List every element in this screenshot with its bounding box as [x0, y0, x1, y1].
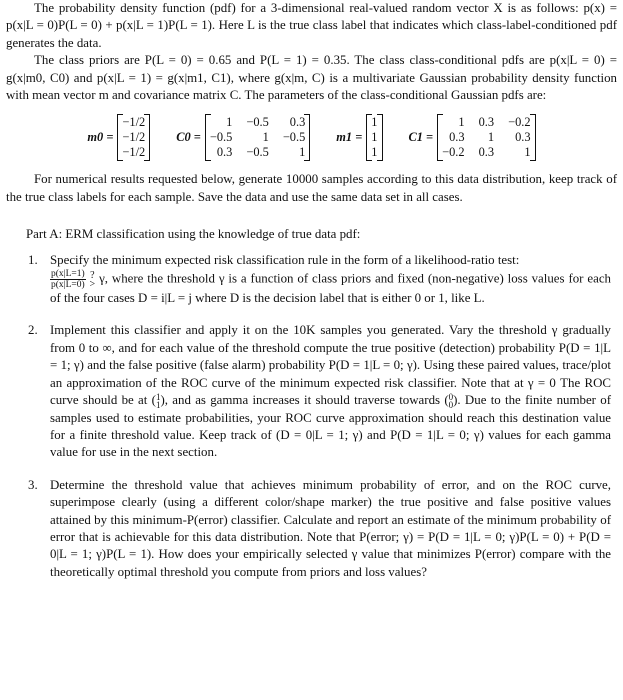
intro-paragraph-2: The class priors are P(L = 0) = 0.65 and P(L = 1) = 0.35. The class class-conditional pdfs are p(x|L = 0) = g(x|m0, C0) and p(x|L = 1) = g(x|m1, C1), where g(x|m, C) is a multivariate Gaussian probability density function with mean vector m and covariance matrix C. The parameters of the class-conditional Gaussian pdfs are:	[6, 53, 617, 103]
intro-paragraph-1: The probability density function (pdf) for a 3-dimensional real-valued random vector X is as follows: p(x) = p(x|L = 0)P(L = 0) + p(x|L = 1)P(L = 1). Here L is the true class label that indicates which class-label-conditioned pdf generates the data.	[6, 1, 617, 50]
part-a-heading: Part A: ERM classification using the knowledge of true data pdf:	[26, 227, 361, 242]
m1-entry: 1	[371, 130, 378, 145]
m1-block	[336, 114, 382, 161]
m1-entry: 1	[371, 145, 378, 160]
m0-vector	[117, 114, 150, 161]
c1-entry: −0.2	[442, 145, 465, 160]
list-item	[6, 252, 617, 308]
c0-entry: 0.3	[289, 115, 306, 130]
list-item	[6, 322, 617, 461]
c1-entry: −0.2	[508, 115, 531, 130]
c1-entry: 0.3	[515, 130, 531, 145]
compare-symbol: ? >	[89, 269, 96, 290]
list-item	[6, 477, 617, 581]
item-text: Specify the minimum expected risk classification rule in the form of a likelihood-ratio test:	[50, 252, 520, 267]
fraction-numerator: p(x|L=1)	[51, 269, 85, 280]
item-text: ), and as gamma increases it should traverse towards (	[160, 393, 449, 408]
m0-entry: −1/2	[122, 130, 146, 145]
c1-entry: 0.3	[478, 115, 495, 130]
c1-block	[409, 114, 536, 161]
m0-block	[87, 114, 150, 161]
c0-entry: −0.5	[246, 115, 269, 130]
item-text: Implement this classifier and apply it on the 10K samples you generated. Vary the threshold γ gradually from 0 to ∞, and for each value of the threshold compute the true positive (detection) probability P(D = 1|L = 1; γ) and the false positive (false alarm) probability P(D = 1|L = 0; γ). Using these paired values, trace/plot an approximation of the ROC curve of the minimum expected risk classifier. Note that at γ = 0 The ROC curve should be at (	[50, 323, 611, 408]
vector-bottom: 1	[155, 400, 161, 411]
vector-top: 1	[155, 392, 161, 403]
c0-label: C0 =	[176, 130, 201, 145]
m1-entry: 1	[371, 115, 378, 130]
c0-entry: 1	[299, 145, 306, 160]
c1-label: C1 =	[408, 130, 434, 145]
item-number: 1.	[28, 252, 38, 267]
c1-entry: 0.3	[478, 145, 495, 160]
m0-entry: −1/2	[122, 115, 146, 130]
item-text: γ, where the threshold γ is a function of class priors and fixed (non-negative) loss values for each of the four cases D = i|L = j where D is the decision label that is either 0 or 1, like L.	[50, 271, 611, 306]
part-a-list	[6, 252, 617, 582]
item-text: Determine the threshold value that achieves minimum probability of error, and on the ROC curve, superimpose clearly (using a different color/shape marker) the true positive and false positive values attained by this minimum-P(error) classifier. Calculate and report an estimate of the minimum probability of error that is achievable for this data distribution. Note that P(error; γ) = P(D = 1|L = 0; γ)P(L = 0) + P(D = 0|L = 1; γ)P(L = 1). How does your empirically selected γ value that minimizes P(error) compare with the theoretically optimal threshold you compute from priors and loss values?	[50, 477, 611, 579]
item-number: 3.	[28, 477, 38, 492]
c0-entry: 1	[262, 130, 269, 145]
vector-bottom: 0	[448, 400, 454, 411]
gaussian-parameters	[6, 114, 617, 161]
m1-label: m1 =	[336, 130, 363, 145]
item-number: 2.	[28, 323, 38, 338]
c1-entry: 1	[458, 115, 465, 130]
m1-vector	[366, 114, 382, 161]
vector-top: 0	[448, 392, 454, 403]
m0-entry: −1/2	[122, 145, 146, 160]
c0-matrix	[205, 114, 310, 161]
item-text: ). Due to the finite number of samples used to estimate probabilities, your ROC curve approximation should reach this destination value for a finite threshold value. Keep track of (D = 0|L = 1; γ) and P(D = 1|L = 0; γ) values for each gamma value for use in the next section.	[50, 393, 611, 460]
c0-block	[176, 114, 310, 161]
c1-entry: 1	[487, 130, 495, 145]
fraction-denominator: p(x|L=0)	[51, 280, 85, 291]
question-mark: ?	[90, 269, 95, 281]
c0-entry: −0.5	[246, 145, 269, 160]
c0-entry: 1	[226, 115, 233, 130]
c0-entry: −0.5	[282, 130, 306, 145]
m0-label: m0 =	[87, 130, 114, 145]
c1-matrix	[437, 114, 535, 161]
c1-entry: 0.3	[449, 130, 465, 145]
c0-entry: 0.3	[216, 145, 233, 160]
c1-entry: 1	[524, 145, 531, 160]
samples-paragraph: For numerical results requested below, generate 10000 samples according to this data distribution, keep track of the true class labels for each sample. Save the data and use the same data set in all cases.	[6, 172, 617, 204]
c0-entry: −0.5	[209, 130, 233, 145]
likelihood-ratio-fraction	[50, 269, 86, 290]
